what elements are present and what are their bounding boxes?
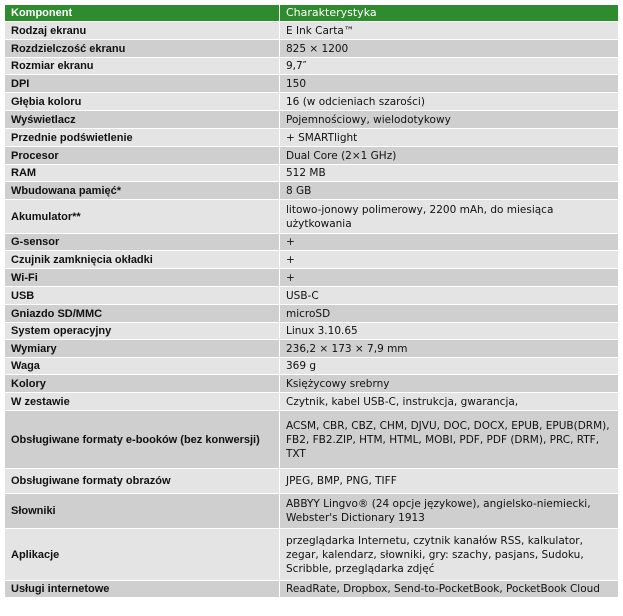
spec-value: 825 × 1200 bbox=[280, 40, 619, 58]
spec-key: Wi-Fi bbox=[5, 269, 280, 287]
spec-value: Pojemnościowy, wielodotykowy bbox=[280, 111, 619, 129]
table-row bbox=[5, 40, 619, 58]
spec-key: Aplikacje bbox=[5, 529, 280, 581]
spec-value: + bbox=[280, 251, 619, 269]
table-row bbox=[5, 323, 619, 340]
spec-table-wrapper bbox=[4, 4, 618, 598]
spec-key: W zestawie bbox=[5, 393, 280, 411]
spec-value: microSD bbox=[280, 305, 619, 323]
spec-key: Rozmiar ekranu bbox=[5, 58, 280, 75]
spec-value: + SMARTlight bbox=[280, 129, 619, 147]
spec-value: Czytnik, kabel USB-C, instrukcja, gwarancja, bbox=[280, 393, 619, 411]
spec-key: Kolory bbox=[5, 375, 280, 393]
spec-value: 150 bbox=[280, 75, 619, 93]
spec-value: Linux 3.10.65 bbox=[280, 323, 619, 340]
spec-key: Słowniki bbox=[5, 494, 280, 529]
table-body bbox=[5, 22, 619, 598]
spec-key: Gniazdo SD/MMC bbox=[5, 305, 280, 323]
spec-key: Obsługiwane formaty obrazów bbox=[5, 469, 280, 494]
table-row bbox=[5, 269, 619, 287]
table-row bbox=[5, 375, 619, 393]
table-row bbox=[5, 251, 619, 269]
table-row bbox=[5, 494, 619, 529]
header-characteristics: Charakterystyka bbox=[280, 5, 619, 22]
spec-key: Obsługiwane formaty e-booków (bez konwersji) bbox=[5, 411, 280, 469]
table-row bbox=[5, 234, 619, 251]
spec-value: + bbox=[280, 234, 619, 251]
spec-value: JPEG, BMP, PNG, TIFF bbox=[280, 469, 619, 494]
header-component: Komponent bbox=[5, 5, 280, 22]
table-row bbox=[5, 340, 619, 358]
table-row bbox=[5, 129, 619, 147]
spec-value: + bbox=[280, 269, 619, 287]
table-row bbox=[5, 469, 619, 494]
table-row bbox=[5, 22, 619, 40]
spec-value: Księżycowy srebrny bbox=[280, 375, 619, 393]
table-row bbox=[5, 93, 619, 111]
spec-value: E Ink Carta™ bbox=[280, 22, 619, 40]
spec-value: ACSM, CBR, CBZ, CHM, DJVU, DOC, DOCX, EPUB, EPUB(DRM), FB2, FB2.ZIP, HTM, HTML, MOBI, PDF, PDF (DRM), PRC, RTF, TXT bbox=[280, 411, 619, 469]
spec-value: 236,2 × 173 × 7,9 mm bbox=[280, 340, 619, 358]
spec-key: Czujnik zamknięcia okładki bbox=[5, 251, 280, 269]
spec-key: DPI bbox=[5, 75, 280, 93]
spec-key: Głębia koloru bbox=[5, 93, 280, 111]
table-row bbox=[5, 358, 619, 375]
spec-key: System operacyjny bbox=[5, 323, 280, 340]
table-row bbox=[5, 393, 619, 411]
spec-key: Wbudowana pamięć* bbox=[5, 182, 280, 200]
spec-key: Rozdzielczość ekranu bbox=[5, 40, 280, 58]
spec-value: 9,7″ bbox=[280, 58, 619, 75]
spec-value: ReadRate, Dropbox, Send-to-PocketBook, PocketBook Cloud bbox=[280, 581, 619, 598]
spec-key: Akumulator** bbox=[5, 200, 280, 234]
spec-value: Dual Core (2×1 GHz) bbox=[280, 147, 619, 165]
spec-value: 369 g bbox=[280, 358, 619, 375]
table-header-row bbox=[5, 5, 619, 22]
table-row bbox=[5, 182, 619, 200]
spec-key: RAM bbox=[5, 165, 280, 182]
table-row bbox=[5, 165, 619, 182]
table-row bbox=[5, 305, 619, 323]
specification-table bbox=[4, 4, 619, 598]
spec-value: ABBYY Lingvo® (24 opcje językowe), angielsko-niemiecki, Webster's Dictionary 1913 bbox=[280, 494, 619, 529]
spec-key: Wymiary bbox=[5, 340, 280, 358]
spec-key: G-sensor bbox=[5, 234, 280, 251]
spec-key: Usługi internetowe bbox=[5, 581, 280, 598]
table-row bbox=[5, 581, 619, 598]
spec-value: przeglądarka Internetu, czytnik kanałów RSS, kalkulator, zegar, kalendarz, słowniki, gry: szachy, pasjans, Sudoku, Scribble, przeglądarka zdjęć bbox=[280, 529, 619, 581]
spec-key: Procesor bbox=[5, 147, 280, 165]
spec-value: 16 (w odcieniach szarości) bbox=[280, 93, 619, 111]
spec-value: 512 MB bbox=[280, 165, 619, 182]
table-row bbox=[5, 147, 619, 165]
table-row bbox=[5, 111, 619, 129]
table-row bbox=[5, 529, 619, 581]
spec-value: USB-C bbox=[280, 287, 619, 305]
spec-key: Waga bbox=[5, 358, 280, 375]
table-row bbox=[5, 287, 619, 305]
table-row bbox=[5, 411, 619, 469]
table-row bbox=[5, 58, 619, 75]
table-row bbox=[5, 75, 619, 93]
table-row bbox=[5, 200, 619, 234]
spec-value: litowo-jonowy polimerowy, 2200 mAh, do miesiąca użytkowania bbox=[280, 200, 619, 234]
spec-key: Rodzaj ekranu bbox=[5, 22, 280, 40]
spec-value: 8 GB bbox=[280, 182, 619, 200]
spec-key: Wyświetlacz bbox=[5, 111, 280, 129]
spec-key: Przednie podświetlenie bbox=[5, 129, 280, 147]
spec-key: USB bbox=[5, 287, 280, 305]
